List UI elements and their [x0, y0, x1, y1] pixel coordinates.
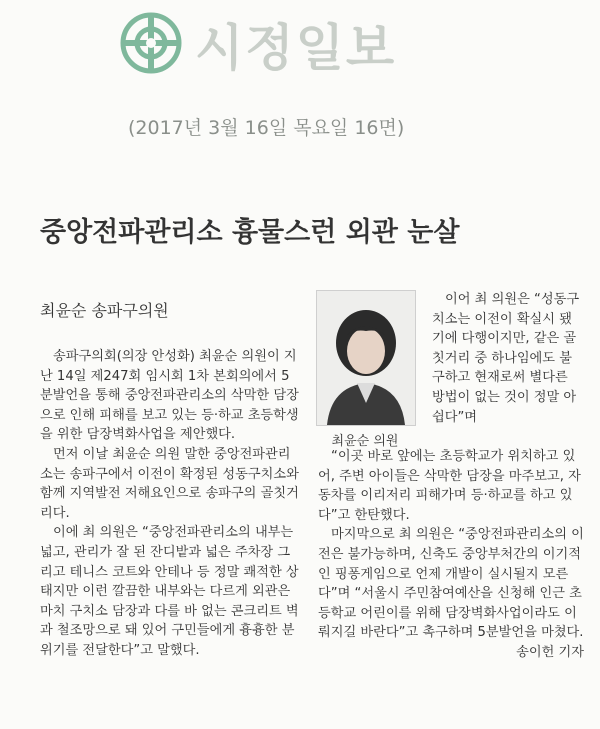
byline: 최윤순 송파구의원 — [40, 301, 169, 320]
dateline: (2017년 3월 16일 목요일 16면) — [128, 117, 405, 139]
photo-caption: 최윤순 의원 — [331, 434, 399, 449]
paragraph: 이에 최 의원은 “중앙전파관리소의 내부는 넓고, 관리가 잘 된 잔디밭과 넓은 주차장 그리고 테니스 코트와 안테나 등 정말 쾌적한 상태지만 이런 깔끔한 내부와는 다르게 외관은 마치 구치소 담장과 다를 바 없는 콘크리트 벽과 철조망으로 돼 있어 구민들에게 흉흉한 분위기를 전달한다”고 말했다. — [40, 525, 299, 658]
paragraph: 마지막으로 최 의원은 “중앙전파관리소의 이전은 불가능하며, 신축도 중앙부처간의 이기적인 핑퐁게임으로 언제 개발이 실시될지 모른다”며 “서울시 주민참여예산을 신청해 인근 초등학교 어린이를 위해 담장벽화사업이라도 이뤄지길 바란다”고 촉구하며 5분발언을 마쳤다. — [318, 527, 584, 641]
paragraph: 이어 최 의원은 “성동구치소는 이전이 확실시 됐기에 다행이지만, 같은 골칫거리 중 하나임에도 불구하고 현재로써 별다른 방법이 없는 것이 정말 아쉽다”며 — [432, 292, 580, 425]
portrait-photo — [316, 290, 416, 426]
article-column-bottom — [318, 447, 584, 663]
paragraph: “이곳 바로 앞에는 초등학교가 위치하고 있어, 주변 아이들은 삭막한 담장을 마주보고, 자동차를 이리저리 피해가며 등·하교를 하고 있다”고 한탄했다. — [318, 449, 581, 523]
paragraph: 먼저 이날 최윤순 의원 말한 중앙전파관리소는 송파구에서 이전이 확정된 성동구치소와 함께 지역발전 저해요인으로 송파구의 골칫거리다. — [40, 446, 299, 521]
paragraph: 송파구의회(의장 안성화) 최윤순 의원이 지난 14일 제247회 임시회 1차 본회의에서 5분발언을 통해 중앙전파관리소의 삭막한 담장으로 인해 피해를 보고 있는 등·하교 초등학생을 위한 담장벽화사업을 제안했다. — [40, 349, 299, 443]
reporter-name: 송이헌 기자 — [516, 644, 584, 660]
city-seal-icon — [120, 12, 182, 74]
article-column-left — [40, 347, 302, 661]
headline: 중앙전파관리소 흉물스런 외관 눈살 — [40, 217, 460, 248]
paper-name: 시정일보 — [195, 19, 397, 77]
article-column-right — [432, 290, 584, 427]
